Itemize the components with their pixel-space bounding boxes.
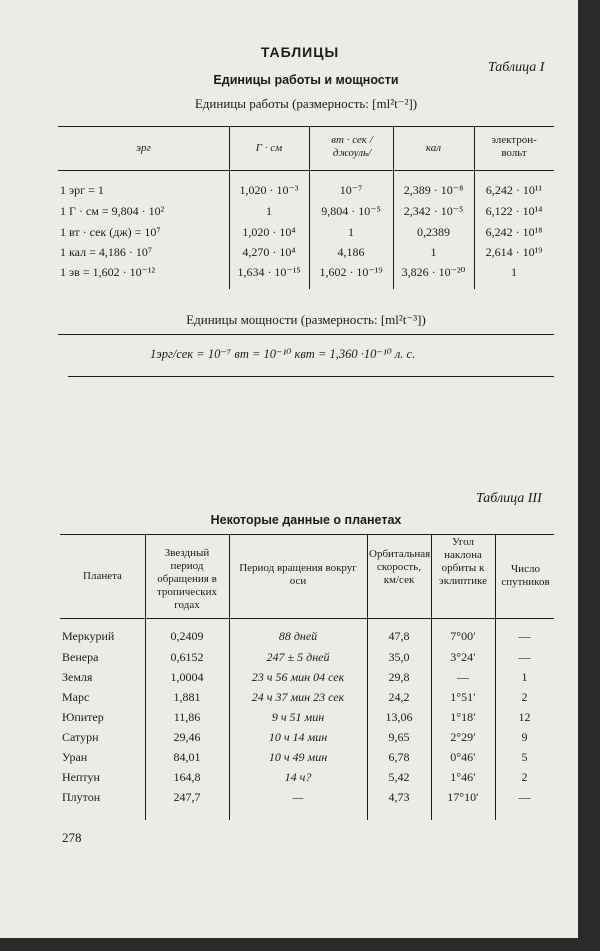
table3-cell: 6,78 <box>388 750 410 764</box>
table3-title: Некоторые данные о планетах <box>210 513 402 527</box>
table1-cell: 10⁻⁷ <box>339 183 363 197</box>
table1-tag: Таблица I <box>488 60 545 75</box>
work-subtitle: Единицы работы (размерность: [ml²t⁻²]) <box>194 96 418 111</box>
table3-cell: 5,42 <box>388 770 410 784</box>
table1-cell: 3,826 · 10⁻²⁰ <box>401 265 466 279</box>
table1-cell: 1 <box>348 225 354 239</box>
table1-row-label: 1 эрг = 1 <box>60 183 104 197</box>
page-number: 278 <box>62 830 82 845</box>
planet-name: Земля <box>62 670 93 684</box>
table3-cell: — <box>518 790 531 804</box>
table1-row-label: 1 Г · см = 9,804 · 10² <box>60 204 165 218</box>
power-top-rule <box>58 334 554 335</box>
table3-tag: Таблица III <box>476 491 542 506</box>
table1-cell: 2,389 · 10⁻⁸ <box>403 183 464 197</box>
table3-cell: 0,2409 <box>170 629 204 643</box>
planet-name: Плутон <box>62 790 101 804</box>
table3-cell: 0,6152 <box>170 650 204 664</box>
table1-header-rule <box>58 170 554 171</box>
table3-cell: 10 ч 14 мин <box>268 730 328 744</box>
table3-cell: 9 <box>521 730 528 744</box>
table3-cell: 9,65 <box>388 730 410 744</box>
table3-cell: 11,86 <box>173 710 201 724</box>
table3-cell: 2 <box>521 690 528 704</box>
table3-cell: 29,46 <box>173 730 201 744</box>
table1-cell: 2,342 · 10⁻⁵ <box>403 204 464 218</box>
table3-cell: 4,73 <box>388 790 410 804</box>
table3-cell: 1°51′ <box>450 690 476 704</box>
table1-cell: 1,020 · 10⁴ <box>242 225 296 239</box>
planet-name: Сатурн <box>62 730 99 744</box>
table3-cell: 35,0 <box>388 650 410 664</box>
table3-cell: 1,881 <box>173 690 201 704</box>
planet-name: Марс <box>62 690 90 704</box>
table3-cell: 7°00′ <box>450 629 476 643</box>
table1-cell: 6,242 · 10¹⁸ <box>485 225 543 239</box>
planet-name: Уран <box>62 750 88 764</box>
table1-col-header: кал <box>425 142 442 154</box>
power-bottom-rule <box>68 376 554 377</box>
table3-cell: 2°29′ <box>450 730 476 744</box>
table1-row-label: 1 кал = 4,186 · 10⁷ <box>60 245 153 259</box>
table1-cell: 9,804 · 10⁻⁵ <box>321 204 381 218</box>
table3-cell: 47,8 <box>388 629 410 643</box>
table1-cell: 1,020 · 10⁻³ <box>239 183 299 197</box>
section-title: Единицы работы и мощности <box>213 73 399 87</box>
table3-col-header: Угол наклона орбиты к эклиптике <box>439 536 487 587</box>
table3-cell: 88 дней <box>278 629 318 643</box>
table3-cell: 164,8 <box>173 770 201 784</box>
table3-col-header: Период вращения вокруг оси <box>239 562 357 587</box>
table3-top-rule <box>60 534 554 535</box>
table3-cell: 24,2 <box>388 690 410 704</box>
table3-cell: 2 <box>521 770 528 784</box>
table3-col-header: Число спутников <box>501 563 550 588</box>
table3-cell: 247,7 <box>173 790 201 804</box>
table1-cell: 6,122 · 10¹⁴ <box>485 204 543 218</box>
table1-top-rule <box>58 126 554 127</box>
table3-cell: 5 <box>521 750 528 764</box>
planet-name: Нептун <box>62 770 100 784</box>
table1-cell: 1,602 · 10⁻¹⁹ <box>319 265 383 279</box>
table3-cell: — <box>292 790 304 804</box>
table1-cell: 0,2389 <box>417 225 450 239</box>
table1-cell: 1,634 · 10⁻¹⁵ <box>237 265 301 279</box>
table3-cell: 12 <box>518 710 531 724</box>
table3-cell: 10 ч 49 мин <box>268 750 328 764</box>
table3-cell: 0°46′ <box>450 750 476 764</box>
planet-name: Венера <box>62 650 99 664</box>
table1-col-header: электрон-вольт <box>491 134 537 159</box>
table3-cell: 24 ч 37 мин 23 сек <box>251 690 345 704</box>
table3-cell: 17°10′ <box>447 790 479 804</box>
table3-header-rule <box>60 618 554 619</box>
page-title: ТАБЛИЦЫ <box>260 44 340 60</box>
table3-cell: 84,01 <box>173 750 201 764</box>
table1-cell: 6,242 · 10¹¹ <box>485 183 543 197</box>
table1-cell: 1 <box>511 265 517 279</box>
table1-cell: 1 <box>430 245 437 259</box>
table3-col-header: Звездный период обращения в тропических годах <box>156 547 218 611</box>
table1-cell: 4,186 <box>337 245 365 259</box>
table3-cell: 9 ч 51 мин <box>271 710 325 724</box>
table1-col-header: Г · см <box>255 142 283 154</box>
planet-name: Юпитер <box>62 710 104 724</box>
power-formula: 1эрг/сек = 10⁻⁷ вт = 10⁻¹⁰ квт = 1,360 ·10⁻¹⁰ л. с. <box>150 347 416 361</box>
table1-col-header: вт · сек /джоуль/ <box>331 134 373 159</box>
power-subtitle: Единицы мощности (размерность: [ml²t⁻³]) <box>186 312 426 327</box>
table3-cell: — <box>518 650 531 664</box>
table3-cell: 247 ± 5 дней <box>266 650 330 664</box>
table1-cell: 1 <box>266 204 272 218</box>
table3-cell: 3°24′ <box>450 650 476 664</box>
table3-cell: 14 ч? <box>284 770 312 784</box>
table3-cell: — <box>518 629 531 643</box>
table3-col-header: Планета <box>83 570 122 582</box>
table1-row-label: 1 эв = 1,602 · 10⁻¹² <box>60 265 156 279</box>
table3-cell: 13,06 <box>385 710 413 724</box>
table3-cell: — <box>457 670 469 684</box>
table3-cell: 29,8 <box>388 670 410 684</box>
table3-cell: 1°46′ <box>450 770 476 784</box>
table3-cell: 1°18′ <box>450 710 476 724</box>
table3-cell: 1 <box>521 670 528 684</box>
table1-row-label: 1 вт · сек (дж) = 10⁷ <box>60 225 161 239</box>
table3-cell: 23 ч 56 мин 04 сек <box>251 670 345 684</box>
planet-name: Меркурий <box>62 629 115 643</box>
table1-col-header: эрг <box>136 142 151 154</box>
table3-cell: 1,0004 <box>170 670 204 684</box>
table1-cell: 4,270 · 10⁴ <box>242 245 296 259</box>
table1-cell: 2,614 · 10¹⁹ <box>485 245 543 259</box>
table3-col-header: Орбитальная скорость, км/сек <box>369 548 431 586</box>
